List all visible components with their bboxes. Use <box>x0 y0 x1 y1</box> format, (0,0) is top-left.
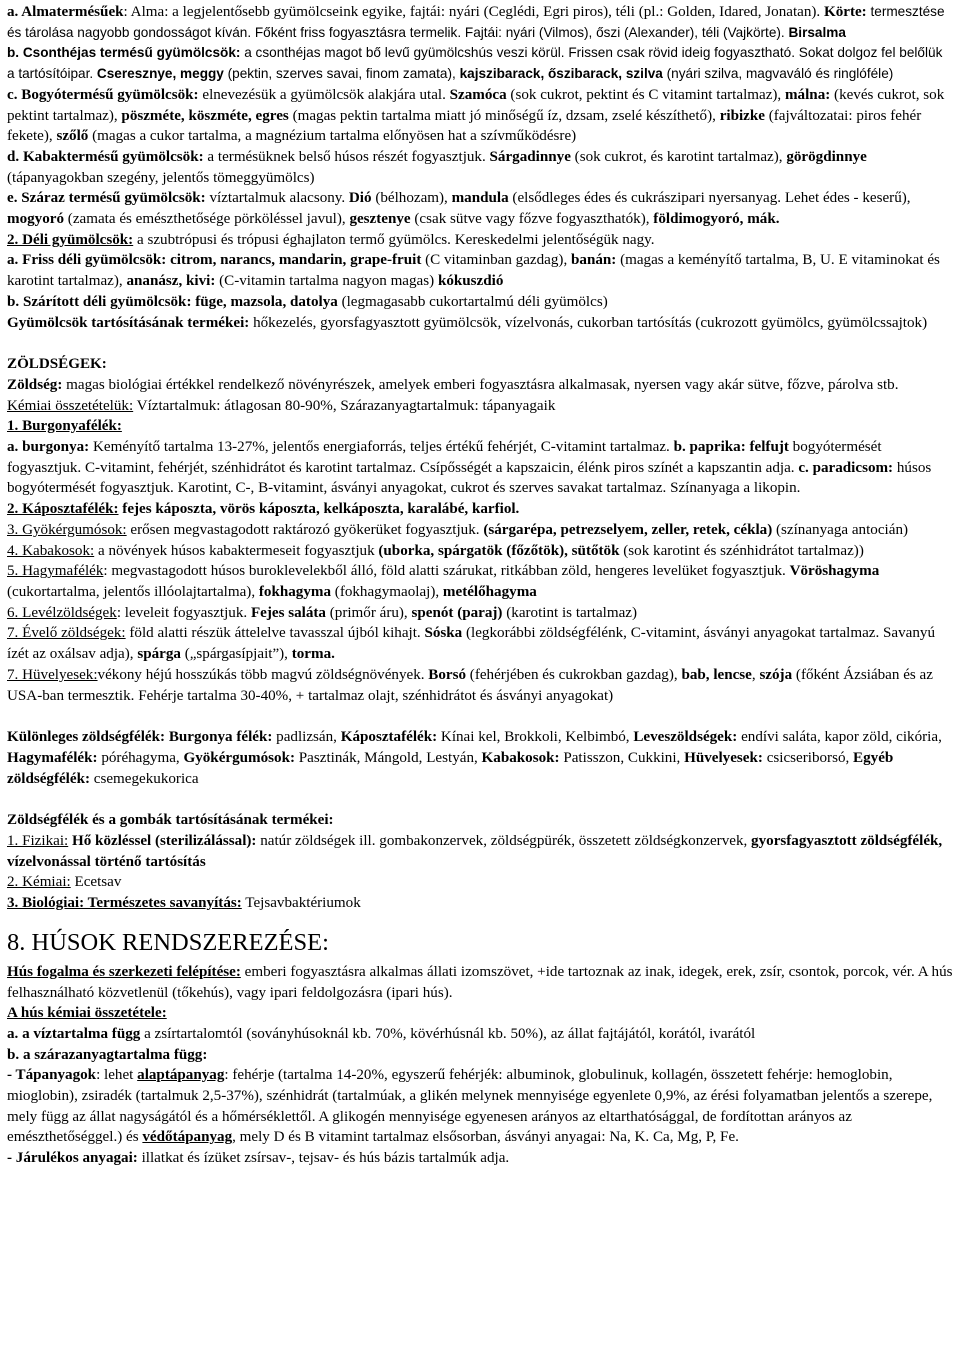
term-gourd-fruits: d. Kabaktermésű gyümölcsök: <box>7 148 204 165</box>
text: póréhagyma, <box>97 749 184 766</box>
text: fejes káposzta, vörös káposzta, kelkáposzta <box>118 501 400 518</box>
text: 2. Kémiai: <box>7 874 71 891</box>
text: Pasztinák, Mángold, Lestyán, <box>295 749 482 766</box>
text: emberi fogyasztásra alkalmas állati izomszövet, +ide tartoznak az inak, idegek, erek, zsír, csontok, porcok, vér. A hús felhasználható közvetlenül (tőkehús), vagy ipari feldolgozásra (ipari hús). <box>7 963 953 1001</box>
text: torma. <box>291 646 335 663</box>
heading-meat-chemistry <box>7 1003 953 1024</box>
text: , karalábé, karfiol. <box>399 501 520 518</box>
text: gyorsfagyasztott zöldségfélék, vízelvonással történő tartósítás <box>7 833 943 870</box>
term-quince: Birsalma <box>788 24 846 40</box>
text: csicseriborsó, <box>762 749 854 766</box>
text: Borsó <box>428 666 467 683</box>
term-apricot-peach-plum: kajszibarack, őszibarack, szilva <box>459 66 663 82</box>
text: húsos bogyótermését fogyasztjuk. Karotint, C-, B-vitamint, ásványi anyagokat, cukrot és szerves savakat tartalmaz. Színanyaga a likopin. <box>7 459 932 497</box>
term-chestnut: gesztenye <box>349 211 411 228</box>
spacer <box>7 706 953 727</box>
term-strawberry: Szamóca <box>449 86 507 103</box>
text: endívi saláta, kapor zöld, cikória, <box>737 729 942 746</box>
text: erősen megvastagodott raktározó gyökerüket fogyasztjuk. <box>126 521 484 538</box>
text: Leveszöldségek: <box>633 729 738 746</box>
text: (fokhagymaolaj), <box>331 583 443 600</box>
paragraph-fruit-preservation <box>7 313 953 334</box>
term-pome-fruits: a. Almatermésűek <box>7 4 124 20</box>
text: a csonthéjas magot bő levű gyümölcshús veszi körül. Frissen csak rövid ideig fogyasztható. Sokat dolgoz fel belőlük a tartósítóipar. <box>7 45 943 82</box>
paragraph-physical-preservation <box>7 831 953 872</box>
text: (legmagasabb cukortartalmú déli gyümölcs) <box>337 293 608 310</box>
text: Sóska <box>424 625 463 642</box>
term-melon: Sárgadinnye <box>489 148 571 165</box>
heading-potato-family <box>7 416 953 437</box>
paragraph-squash <box>7 541 953 562</box>
text: A hús kémiai összetétele: <box>7 1005 167 1022</box>
text: (csak sütve vagy főzve fogyaszthatók), <box>410 211 654 228</box>
text: („spárgasípjait”), <box>180 646 292 663</box>
heading-southern-fruits <box>7 232 133 248</box>
text: (sok cukrot, pektint és C vitamint tartalmaz), <box>506 86 785 103</box>
text: 2. Déli gyümölcsök: <box>7 231 134 248</box>
term-pineapple-kiwi: ananász, kivi: <box>126 273 216 290</box>
text: ZÖLDSÉGEK: <box>7 356 107 373</box>
paragraph-onion-family <box>7 561 953 602</box>
paragraph-fresh-southern-fruits <box>7 250 953 291</box>
spacer <box>7 914 953 924</box>
text: szója <box>759 666 793 683</box>
text: 1. Fizikai: <box>7 833 69 850</box>
paragraph-leaf-vegetables <box>7 603 953 624</box>
text: hőkezelés, gyorsfagyasztott gyümölcsök, vízelvonás, cukorban tartósítás (cukrozott gyümölcs, gyümölcssajtok) <box>249 314 928 331</box>
term-fruit-preservation: Gyümölcsök tartósításának termékei: <box>7 314 250 331</box>
term-dried-southern: b. Szárított déli gyümölcsök: füge, mazsola, datolya <box>7 293 338 310</box>
text: bogyótermését fogyasztjuk. C-vitamint, fehérjét, szénhidrátot és karotint tartalmaz. Csípősségét a kapszaicin, élénk piros színét a kapszantin adja. <box>7 439 882 476</box>
text: (sok karotint és szénhidrátot tartalmaz)) <box>619 542 864 559</box>
text: (magas a cukor tartalma, a magnézium tartalma előnyösen hat a szívműködésre) <box>88 128 577 145</box>
text: Hő közléssel (sterilizálással): <box>72 833 257 850</box>
paragraph-cabbage-family <box>7 499 953 520</box>
heading-squash: 4. Kabakosok: <box>7 542 95 559</box>
text: (főként Ázsiában és az USA-ban termesztik. Fehérje tartalma 30-40%, + tartalmaz olajt, szénhidrátot és ásványi anyagokat) <box>7 666 933 704</box>
term-tomato: c. paradicsom: <box>798 459 894 476</box>
term-cherry: Cseresznye, meggy <box>96 66 224 82</box>
text: (kevés cukrot, sok pektint tartalmaz), <box>7 86 945 124</box>
paragraph-gourd-fruits <box>7 147 953 188</box>
text: Keményítő tartalma 13-27%, jelentős energiaforrás, teljes értékű fehérjét, C-vitamint tartalmaz. <box>89 439 674 456</box>
term-nut-fruits: e. Száraz termésű gyümölcsök: <box>7 190 206 207</box>
text: 2. Káposztafélék: <box>7 501 119 518</box>
text: Káposztafélék: <box>340 729 438 746</box>
text: Hüvelyesek: <box>684 749 763 766</box>
text: (színanyaga antocián) <box>772 521 909 538</box>
text: (elsődleges édes és cukrászipari nyersanyag. Lehet édes - keserű), <box>508 190 911 207</box>
text: : fehérje (tartalma 14-20%, egyszerű fehérjék: albuminok, globulinuk, kollagén, összetett fehérje: hemoglobin, mioglobin), zsiradék (tartalmuk 2,5-37%), szénhidrát (tartalmúak, a glikén melynek mennyisége egyenlete 0,9%, az érési folyamatban jelentős a szerepe, mely függ az állat nagyságától és a hőmérséklettől. A glikogén mennyisége egyenesen arányos az eltarthatósággal, de fordítottan arányos az emészthetőséggel.) és <box>7 1067 933 1146</box>
heading-dry-matter <box>7 1045 953 1066</box>
term-potato: a. burgonya: <box>7 439 90 456</box>
text: fokhagyma <box>258 583 332 600</box>
text: metélőhagyma <box>442 583 537 600</box>
text: (legkorábbi zöldségfélénk, C-vitamint, ásványi anyagokat tartalmaz. Savanyú ízét az oxálsav adja), <box>7 625 936 663</box>
term-vegetable: Zöldség: <box>7 376 63 393</box>
text: Hús fogalma és szerkezeti felépítése: <box>7 963 241 980</box>
paragraph-stone-fruits <box>7 43 953 84</box>
text: (bélhozam), <box>371 190 452 207</box>
text: Egyéb zöldségfélék: <box>7 749 894 787</box>
text: Tejsavbaktériumok <box>241 895 361 912</box>
paragraph-pome-fruits <box>7 2 953 43</box>
text: , <box>751 666 760 683</box>
text: elnevezésük a gyümölcsök alakjára utal. <box>198 86 450 103</box>
paragraph-nutrients <box>7 1065 953 1148</box>
text: (fajváltozatai: piros fehér fekete), <box>7 107 922 145</box>
text: : leveleit fogyasztjuk. <box>116 604 251 621</box>
heading-leaf-vegetables: 6. Levélzöldségek <box>7 604 117 621</box>
text: : lehet <box>96 1067 138 1084</box>
term-berry-fruits: c. Bogyótermésű gyümölcsök: <box>7 86 199 103</box>
paragraph-meat-concept <box>7 962 953 1003</box>
heading-meat-classification: 8. HÚSOK RENDSZEREZÉSE: <box>7 928 329 956</box>
text: illatkat és ízüket zsírsav-, tejsav- és hús bázis tartalmúk adja. <box>137 1150 510 1167</box>
text: (tápanyagokban szegény, jelentős tömeggyümölcs) <box>7 169 315 186</box>
text: (cukortartalma, jelentős illóolajtartalma), <box>7 583 259 600</box>
term-grape: szőlő <box>56 128 89 145</box>
term-watermelon: görögdinnye <box>786 148 867 165</box>
text: bab, lencse <box>681 666 752 683</box>
heading-root-vegetables: 3. Gyökérgumósok: <box>7 521 127 538</box>
text: védőtápanyag <box>142 1129 233 1146</box>
term-accessory-substances: - Járulékos anyagai: <box>7 1150 138 1167</box>
paragraph-southern-fruits <box>7 230 953 251</box>
term-gooseberry: pöszméte, köszméte, egres <box>121 107 289 124</box>
text: Különleges zöldségfélék: Burgonya félék: <box>7 729 273 746</box>
text: Vöröshagyma <box>789 563 880 580</box>
paragraph-perennial-vegetables <box>7 623 953 664</box>
paragraph-nut-fruits <box>7 188 953 229</box>
paragraph-root-vegetables <box>7 520 953 541</box>
paragraph-potato-family <box>7 437 953 499</box>
paragraph-legumes <box>7 665 953 706</box>
text: (pektin, szerves savai, finom zamata), <box>223 66 460 82</box>
heading-legumes: 7. Hüvelyesek: <box>7 666 98 683</box>
term-nutrients: - Tápanyagok <box>7 1067 97 1084</box>
text: natúr zöldségek ill. gombakonzervek, zöldségpürék, összetett zöldségkonzervek, <box>256 833 752 850</box>
text: spenót (paraj) <box>411 604 503 621</box>
text: föld alatti részük áttelelve tavasszal újból kihajt. <box>125 625 425 642</box>
term-meat-concept <box>7 964 241 980</box>
heading-perennial-vegetables: 7. Évelő zöldségek: <box>7 625 126 642</box>
paragraph-chemical-preservation <box>7 872 953 893</box>
term-basic-nutrient <box>137 1067 224 1083</box>
text: a termésüknek belső húsos részét fogyasztjuk. <box>203 148 490 165</box>
text: Hagymafélék: <box>7 749 98 766</box>
term-stone-fruits: b. Csonthéjas termésű gyümölcsök: <box>7 45 241 61</box>
text: Szárazanyagtartalmuk: tápanyagaik <box>340 397 556 414</box>
paragraph-dried-southern-fruits <box>7 292 953 313</box>
paragraph-vegetable-definition <box>7 375 953 396</box>
term-pepper: b. paprika: felfujt <box>673 439 789 456</box>
text: spárga <box>137 646 181 663</box>
text: csemegekukorica <box>90 770 199 787</box>
term-pear: Körte: <box>823 4 867 20</box>
heading-onion-family: 5. Hagymafélék <box>7 563 104 580</box>
text <box>7 895 242 911</box>
text: Zöldségfélék és a gombák tartósításának termékei: <box>7 812 334 829</box>
text: a szubtrópusi és trópusi éghajlaton termő gyümölcs. Kereskedelmi jelentőségük nagy. <box>133 231 655 248</box>
heading-cabbage-family <box>7 501 119 517</box>
paragraph-meat-water <box>7 1024 953 1045</box>
text: , mely D és B vitamint tartalmaz elsősorban, ásványi anyagai: Na, K. Ca, Mg, P, Fe. <box>232 1129 739 1146</box>
text: : megvastagodott húsos buroklevelekből álló, föld alatti szárukat, ritkábban zöld, hengeres levelüket fogyasztjuk. <box>103 563 790 580</box>
spacer <box>7 333 953 354</box>
paragraph-accessory-substances <box>7 1148 953 1169</box>
text: Patisszon, Cukkini, <box>559 749 685 766</box>
paragraph-biological-preservation <box>7 893 953 914</box>
text: Ecetsav <box>70 874 122 891</box>
text: a növények húsos kabaktermeseit fogyasztjuk <box>94 542 379 559</box>
paragraph-vegetable-chemistry <box>7 396 953 417</box>
text: Kabakosok: <box>481 749 560 766</box>
text: 3. Biológiai: Természetes savanyítás: <box>7 895 242 912</box>
term-almond: mandula <box>451 190 509 207</box>
term-chemical-composition: Kémiai összetételük: <box>7 397 134 414</box>
term-fresh-southern: a. Friss déli gyümölcsök: citrom, narancs, mandarin, grape-fruit <box>7 252 422 269</box>
term-walnut: Dió <box>348 190 372 207</box>
text: 1. Burgonyafélék: <box>7 418 122 435</box>
text: (uborka, spárgatök (főzőtök), sütőtök <box>378 542 620 559</box>
term-peanut-poppy: földimogyoró, mák. <box>653 211 780 228</box>
heading-vegetable-preservation <box>7 810 953 831</box>
text: magas biológiai értékkel rendelkező növényrészek, amelyek emberi fogyasztásra alkalmasak, nyersen vagy akár sütve, főzve, párolva stb. <box>62 376 899 393</box>
text: (primőr áru), <box>325 604 412 621</box>
text: Víztartalmuk: átlagosan 80-90%, <box>133 397 341 414</box>
text: (karotint is tartalmaz) <box>502 604 638 621</box>
text: Kínai kel, Brokkoli, Kelbimbó, <box>437 729 634 746</box>
term-protective-nutrient <box>142 1129 232 1145</box>
text: alaptápanyag <box>137 1067 225 1084</box>
spacer <box>7 789 953 810</box>
term-currant: ribizke <box>719 107 765 124</box>
text: (fehérjében és cukrokban gazdag), <box>466 666 682 683</box>
text: a zsírtartalomtól (soványhúsoknál kb. 70%, kövérhúsnál kb. 50%), az állat fajtájától, korától, ivarától <box>140 1025 756 1042</box>
text: víztartalmuk alacsony. <box>205 190 349 207</box>
text: (sok cukrot, és karotint tartalmaz), <box>570 148 787 165</box>
text: (C vitaminban gazdag), <box>421 252 571 269</box>
text: (nyári szilva, magvaváló és ringlóféle) <box>662 66 894 82</box>
paragraph-berry-fruits <box>7 85 953 147</box>
text: (C-vitamin tartalma nagyon magas) <box>215 273 438 290</box>
text: vékony héjú hosszúkás több magvú zöldségnövények. <box>97 666 429 683</box>
text: (magas a keményítő tartalma, B, U. E vitaminokat és karotint tartalmaz), <box>7 252 940 290</box>
heading-vegetables <box>7 354 953 375</box>
term-coconut: kókuszdió <box>437 273 504 290</box>
text: termesztése és tárolása nagyobb gondosságot kíván. Főként friss fogyasztásra termelik. Fajtái: nyári (Vilmos), őszi (Alexander), téli (Vajkörte). <box>7 4 945 40</box>
term-hazelnut: mogyoró <box>7 211 65 228</box>
text: padlizsán, <box>272 729 341 746</box>
text: Fejes saláta <box>250 604 326 621</box>
text: Gyökérgumósok: <box>183 749 295 766</box>
term-water-content: a. a víztartalma függ <box>7 1025 141 1042</box>
text: (magas pektin tartalma miatt jó minőségű íz, dzsam, zselé készíthető), <box>288 107 720 124</box>
term-raspberry: málna: <box>784 86 831 103</box>
text: (sárgarépa, petrezselyem, zeller, retek, cékla) <box>483 521 773 538</box>
paragraph-special-vegetables <box>7 727 953 789</box>
term-banana: banán: <box>571 252 617 269</box>
text: b. a szárazanyagtartalma függ: <box>7 1046 208 1063</box>
text: (zamata és emészthetősége pörköléssel javul), <box>64 211 350 228</box>
text: : Alma: a legjelentősebb gyümölcseink egyike, fajtái: nyári (Ceglédi, Egri piros), téli (pl.: Golden, Idared, Jonatan). <box>123 4 824 20</box>
